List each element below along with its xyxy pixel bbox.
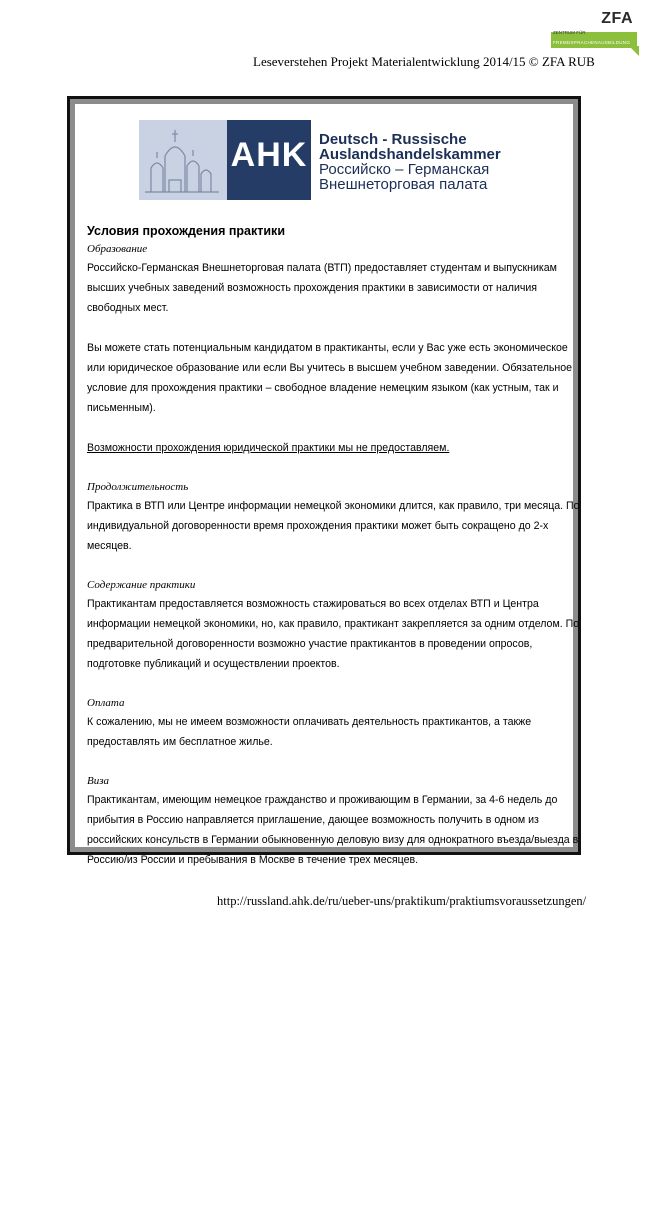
document-frame xyxy=(67,96,581,866)
section-paragraph: К сожалению, мы не имеем возможности оплачивать деятельность практикантов, а также предоставлять им бесплатное жилье. xyxy=(87,716,532,748)
zfa-logo-subtitle-bottom: FREMDSPRACHENAUSBILDUNG xyxy=(553,40,631,45)
page-header: Leseverstehen Projekt Materialentwicklung 2014/15 © ZFA RUB xyxy=(253,54,595,69)
section-paragraph: Практикантам, имеющим немецкое гражданство и проживающим в Германии, за 4-6 недель до прибытия в Россию направляется приглашение, дающее возможность получить в одном из российских консульств в Германии обыкновенную деловую визу для однократного въезда/выезда в Россию/из России и пребывания в Москве в течение трех месяцев. xyxy=(87,794,579,866)
zfa-logo-name: ZFA xyxy=(601,10,633,27)
section-paragraph: Практикантам предоставляется возможность стажироваться во всех отделах ВТП и Центра информации немецкой экономики, но, как правило, практикант закрепляется за одним отделом. По предварительной договоренности возможно участие практикантов в проведении опросов, подготовке публикаций и осуществлении проектов. xyxy=(87,598,580,670)
section-paragraph: Российско-Германская Внешнеторговая палата (ВТП) предоставляет студентам и выпускникам высших учебных заведений возможность прохождения практики в зависимости от наличия свободных мест. xyxy=(87,262,557,314)
section-heading-content: Содержание практики xyxy=(87,579,196,591)
ahk-ru-line-2: Внешнеторговая палата xyxy=(319,176,488,193)
section-heading-duration: Продолжительность xyxy=(87,481,189,493)
ahk-banner xyxy=(139,120,511,200)
ahk-chamber-name xyxy=(319,132,501,192)
ahk-ru-line-1: Российско – Германская xyxy=(319,161,490,178)
source-url[interactable]: http://russland.ahk.de/ru/ueber-uns/praktikum/praktiumsvoraussetzungen/ xyxy=(217,894,587,908)
zfa-logo xyxy=(551,10,639,54)
document-content xyxy=(87,222,582,870)
ahk-de-line-2: Auslandshandelskammer xyxy=(319,146,501,163)
kremlin-icon xyxy=(139,120,227,200)
section-heading-payment: Оплата xyxy=(87,697,125,709)
zfa-logo-subtitle-top: ZENTRUM FÜR xyxy=(553,30,586,35)
legal-practice-note: Возможности прохождения юридической практики мы не предоставляем. xyxy=(87,442,450,454)
ahk-logo-block xyxy=(227,120,311,200)
ahk-de-line-1: Deutsch - Russische xyxy=(319,131,467,148)
ahk-logo-text: AHK xyxy=(230,136,308,174)
section-paragraph: Вы можете стать потенциальным кандидатом в практиканты, если у Вас уже есть экономическое или юридическое образование или если Вы учитесь в высшем учебном заведении. Обязательное условие для прохождения практики – свободное владение немецким языком (как устным, так и письменным). xyxy=(87,342,573,414)
section-heading-education: Образование xyxy=(87,243,148,255)
document-body xyxy=(75,104,580,866)
document-title: Условия прохождения практики xyxy=(87,224,285,238)
section-paragraph: Практика в ВТП или Центре информации немецкой экономики длится, как правило, три месяца. По индивидуальной договоренности время прохождения практики может быть сокращено до 2-х месяцев. xyxy=(87,500,580,552)
zfa-logo-triangle xyxy=(629,46,639,56)
section-heading-visa: Виза xyxy=(87,775,110,787)
